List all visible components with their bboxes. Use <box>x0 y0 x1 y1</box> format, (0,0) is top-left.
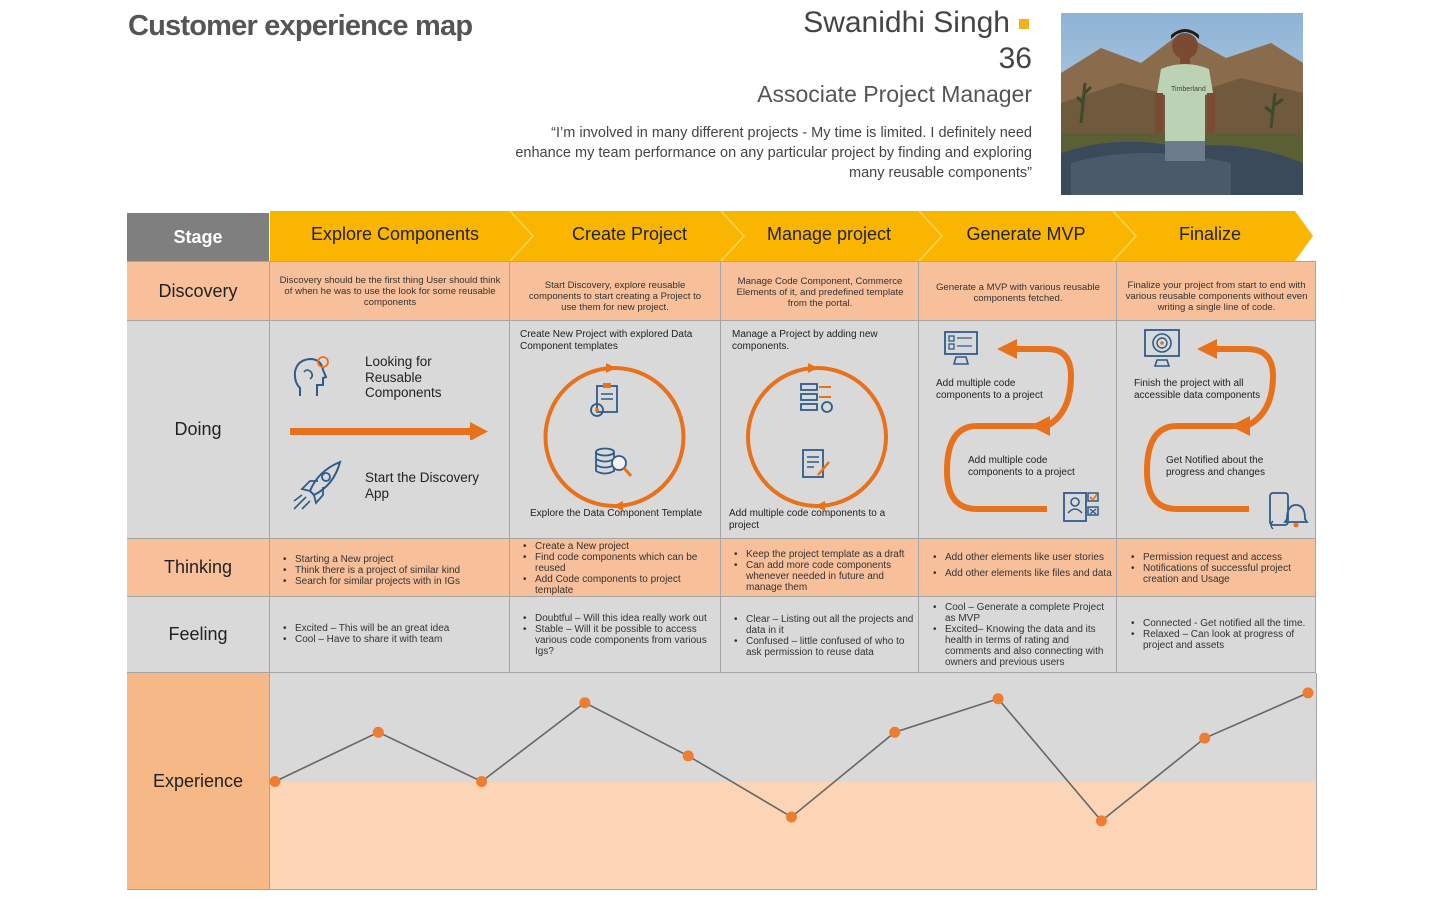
list-item: • Add Code components to project template <box>521 574 717 596</box>
experience-point <box>1096 815 1107 826</box>
positive-band <box>270 673 1316 782</box>
discovery-text: Manage Code Component, Commerce Elements of it, and predefined template from the portal. <box>736 276 904 309</box>
discovery-text: Generate a MVP with various reusable components fetched. <box>935 282 1101 304</box>
list-item: • Doubtful – Will this idea really work out <box>521 613 717 624</box>
stage-name: Manage project <box>766 224 892 244</box>
database-search-icon <box>593 445 633 481</box>
rocket-icon <box>290 459 344 511</box>
list-item: • Find code components which can be reused <box>521 552 717 574</box>
list-item: • Starting a New project <box>281 554 506 565</box>
list-item: • Clear – Listing out all the projects and data in it <box>732 614 918 636</box>
checklist-laptop-icon <box>942 329 980 367</box>
feeling-list <box>732 614 918 658</box>
long-arrow-icon <box>290 422 490 440</box>
experience-line-chart <box>270 673 1316 890</box>
list-item: • Cool – Generate a complete Project as MVP <box>931 602 1117 624</box>
bottom-border <box>127 889 1317 890</box>
experience-point <box>270 776 281 787</box>
experience-point <box>993 693 1004 704</box>
feeling-list <box>281 623 506 645</box>
doing-text: Manage a Project by adding new components. <box>732 329 878 352</box>
document-edit-icon <box>800 447 832 481</box>
doing-text: Explore the Data Component Template <box>530 508 703 519</box>
discovery-text: Discovery should be the first thing User should think of when he was to use the look for some reusable components <box>279 275 501 308</box>
list-item: • Permission request and access <box>1129 552 1316 563</box>
doing-text: Add multiple code components to a project <box>968 455 1075 478</box>
list-item: • Add other elements like files and data <box>931 568 1117 579</box>
head-idea-icon <box>292 354 332 400</box>
list-item: • Stable – Will it be possible to access various code components from various Igs? <box>521 624 717 657</box>
stage-name: Explore Components <box>310 224 480 244</box>
doing-text: Finish the project with all accessible data components <box>1134 378 1261 401</box>
clipboard-gear-icon <box>585 382 625 420</box>
discovery-text: Start Discovery, explore reusable components to start creating a Project to use them for new project. <box>528 280 702 313</box>
persona-name: Swanidhi Singh <box>803 6 1010 39</box>
doing-text: Create New Project with explored Data Component templates <box>520 329 693 352</box>
experience-point <box>1199 733 1210 744</box>
list-item: • Can add more code components whenever needed in future and manage them <box>732 560 918 593</box>
feeling-list <box>1129 618 1316 651</box>
stage-name: Generate MVP <box>966 224 1086 244</box>
persona-quote: “I’m involved in many different projects - My time is limited. I definitely need enhance my team performance on any particular project by finding and exploring many reusable components” <box>515 125 1032 181</box>
thinking-list <box>1129 552 1316 585</box>
thinking-list <box>521 541 717 596</box>
list-item: • Add other elements like user stories <box>931 552 1117 563</box>
row-label-doing: Doing <box>127 321 270 539</box>
experience-point <box>889 727 900 738</box>
list-item: • Excited – This will be an great idea <box>281 623 506 634</box>
experience-point <box>1303 687 1314 698</box>
phone-bell-icon <box>1267 489 1309 531</box>
profile-checklist-icon <box>1062 489 1102 525</box>
persona-photo <box>1061 13 1303 195</box>
persona-role: Associate Project Manager <box>757 81 1032 107</box>
list-item: • Create a New project <box>521 541 717 552</box>
list-item: • Keep the project template as a draft <box>732 549 918 560</box>
list-item: • Notifications of successful project creation and Usage <box>1129 563 1316 585</box>
experience-point <box>579 697 590 708</box>
component-list-icon <box>797 381 837 417</box>
thinking-list <box>931 552 1117 579</box>
list-item: • Think there is a project of similar kind <box>281 565 506 576</box>
discovery-text: Finalize your project from start to end with various reusable components without even writing a single line of code. <box>1125 280 1308 313</box>
experience-map <box>127 211 1317 890</box>
stage-name: Finalize <box>1178 224 1242 244</box>
row-label-discovery: Discovery <box>127 261 270 321</box>
experience-point <box>373 727 384 738</box>
feeling-list <box>521 613 717 657</box>
svg-text:Timberland: Timberland <box>1171 86 1206 93</box>
persona-bullet <box>1019 19 1029 29</box>
doing-text: Add multiple code components to a project <box>936 378 1043 401</box>
list-item: • Excited– Knowing the data and its health in terms of rating and comments and also connecting with owners and previous users <box>931 624 1117 668</box>
target-monitor-icon <box>1143 328 1181 370</box>
thinking-list <box>281 554 506 587</box>
doing-text: Add multiple code components to a project <box>729 508 886 531</box>
list-item: • Confused – little confused of who to ask permission to reuse data <box>732 636 918 658</box>
list-item: • Relaxed – Can look at progress of project and assets <box>1129 629 1316 651</box>
list-item: • Connected - Get notified all the time. <box>1129 618 1316 629</box>
doing-text: Get Notified about the progress and changes <box>1166 455 1265 478</box>
experience-point <box>476 776 487 787</box>
row-label-thinking: Thinking <box>127 539 270 597</box>
experience-point <box>786 811 797 822</box>
row-label-feeling: Feeling <box>127 597 270 673</box>
thinking-list <box>732 549 918 593</box>
doing-text: Start the Discovery App <box>365 470 480 501</box>
list-item: • Search for similar projects with in IGs <box>281 576 506 587</box>
stage-name: Create Project <box>571 224 688 244</box>
right-border <box>1316 673 1317 890</box>
feeling-list <box>931 602 1117 668</box>
experience-chart <box>270 673 1316 890</box>
row-label-stage: Stage <box>127 213 269 261</box>
doing-text: Looking for Reusable Components <box>365 354 442 400</box>
list-item: • Cool – Have to share it with team <box>281 634 506 645</box>
persona-age: 36 <box>998 42 1032 75</box>
row-label-experience: Experience <box>127 673 270 890</box>
experience-point <box>683 750 694 761</box>
negative-band <box>270 782 1316 890</box>
page-title: Customer experience map <box>128 10 473 42</box>
